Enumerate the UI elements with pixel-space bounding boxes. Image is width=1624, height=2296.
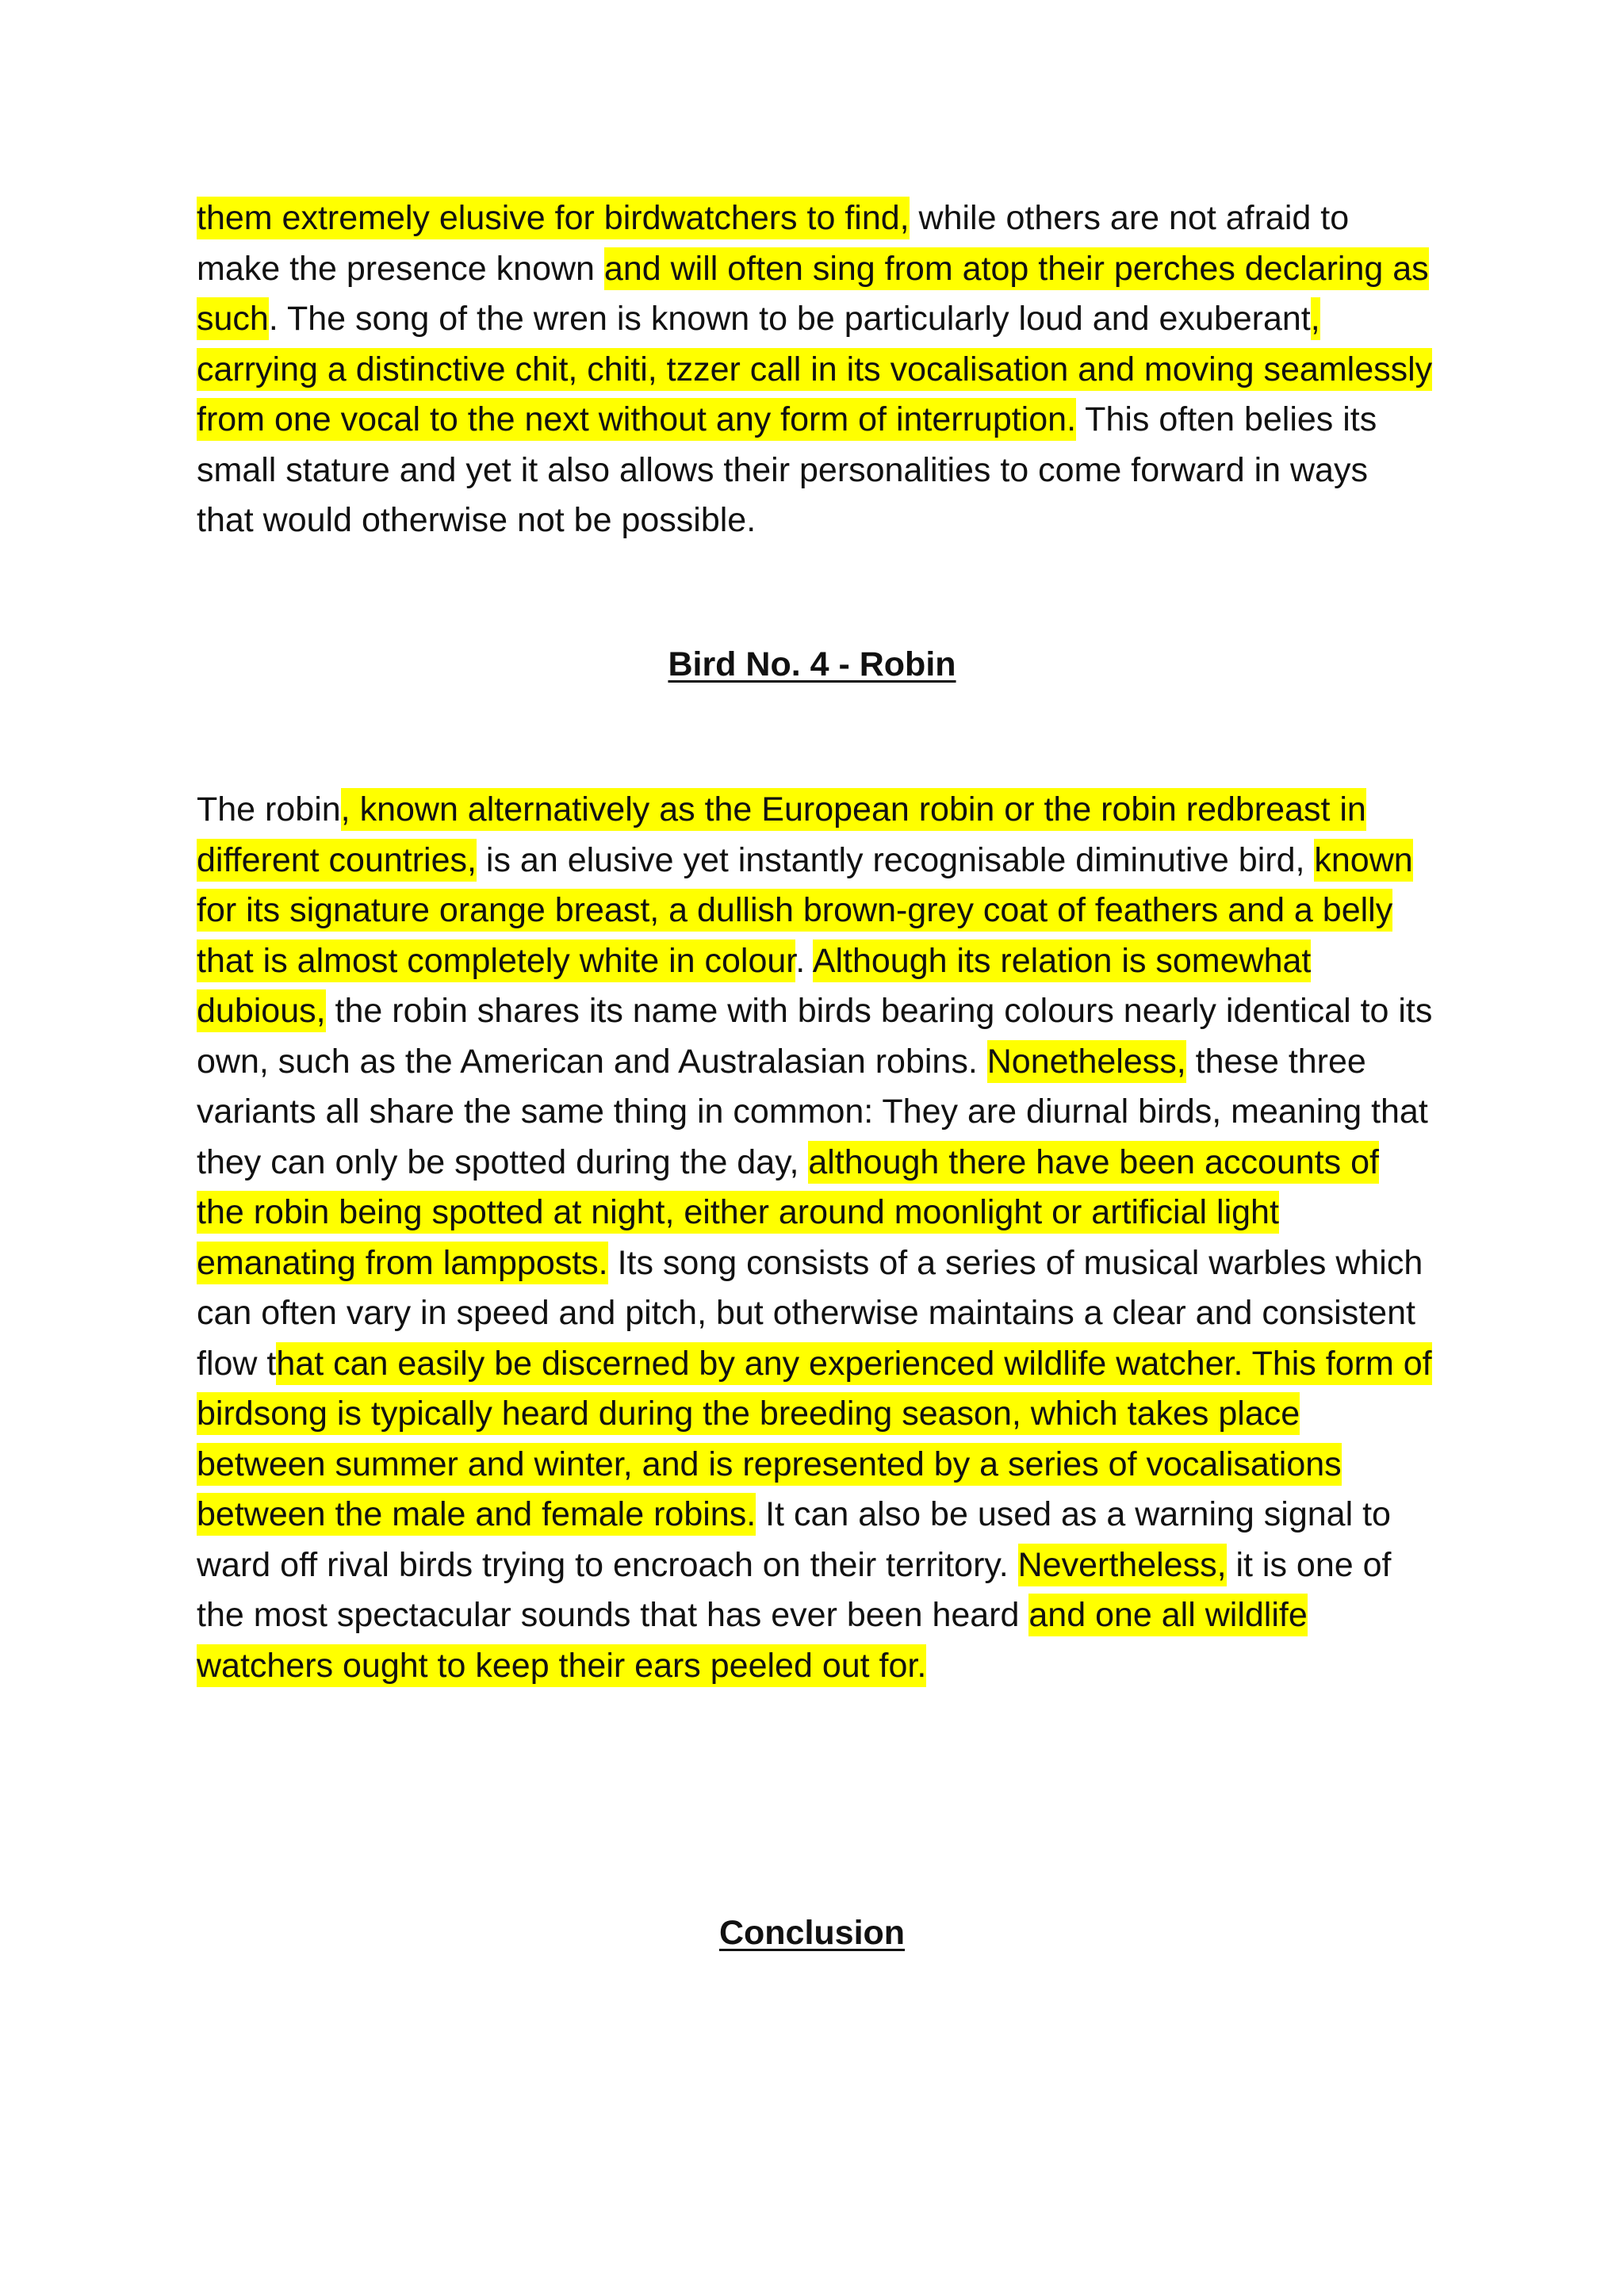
highlighted-text: Although its relation is somewhat dubious,: [197, 939, 1311, 1033]
plain-text: while others are not afraid to make the presence known: [197, 199, 1350, 288]
highlighted-text: Nonetheless,: [987, 1040, 1186, 1083]
highlighted-text: although there have been accounts of the robin being spotted at night, either around moonlight or artificial light emanating from lampposts.: [197, 1141, 1379, 1284]
highlighted-text: and will often sing from atop their perches declaring as such: [197, 247, 1429, 341]
highlighted-text: and one all wildlife watchers ought to keep their ears peeled out for.: [197, 1594, 1308, 1687]
paragraph-robin: [197, 785, 1434, 1691]
highlighted-text: known for its signature orange breast, a dullish brown-grey coat of feathers and a belly that is almost completely white in colour: [197, 839, 1413, 982]
highlighted-text: Nevertheless,: [1018, 1544, 1227, 1586]
plain-text: . The song of the wren is known to be particularly loud and exuberant: [268, 300, 1311, 338]
highlighted-text: , carrying a distinctive chit, chiti, tzzer call in its vocalisation and moving seamlessly from one vocal to the next without any form of interruption.: [197, 297, 1432, 441]
heading-robin-text: Bird No. 4 - Robin: [668, 645, 956, 683]
highlighted-text: hat can easily be discerned by any experienced wildlife watcher. This form of birdsong is typically heard during the breeding season, which takes place between summer and winter, and is represented by a series of vocalisations between the male and female robins.: [197, 1342, 1432, 1536]
plain-text: the robin shares its name with birds bearing colours nearly identical to its own, such as the American and Australasian robins.: [197, 992, 1433, 1081]
highlighted-text: them extremely elusive for birdwatchers to find,: [197, 197, 910, 239]
highlighted-text: , known alternatively as the European robin or the robin redbreast in different countries,: [197, 788, 1366, 882]
heading-bird-no-4-robin: [0, 641, 1624, 688]
plain-text: is an elusive yet instantly recognisable diminutive bird,: [476, 840, 1315, 879]
plain-text: This often belies its small stature and yet it also allows their personalities to come forward in ways that would otherwise not be possible.: [197, 400, 1377, 539]
plain-text: .: [795, 941, 813, 980]
plain-text: Its song consists of a series of musical warbles which can often vary in speed and pitch, but otherwise maintains a clear and consistent flow t: [197, 1243, 1423, 1383]
plain-text: it is one of the most spectacular sounds that has ever been heard: [197, 1545, 1392, 1634]
plain-text: It can also be used as a warning signal to ward off rival birds trying to encroach on their territory.: [197, 1495, 1391, 1584]
paragraph-wren: [197, 193, 1434, 546]
heading-conclusion: [0, 1909, 1624, 1957]
plain-text: The robin: [197, 790, 341, 828]
heading-conclusion-text: Conclusion: [718, 1914, 906, 1952]
plain-text: these three variants all share the same thing in common: They are diurnal birds, meaning that they can only be spotted during the day,: [197, 1042, 1428, 1181]
